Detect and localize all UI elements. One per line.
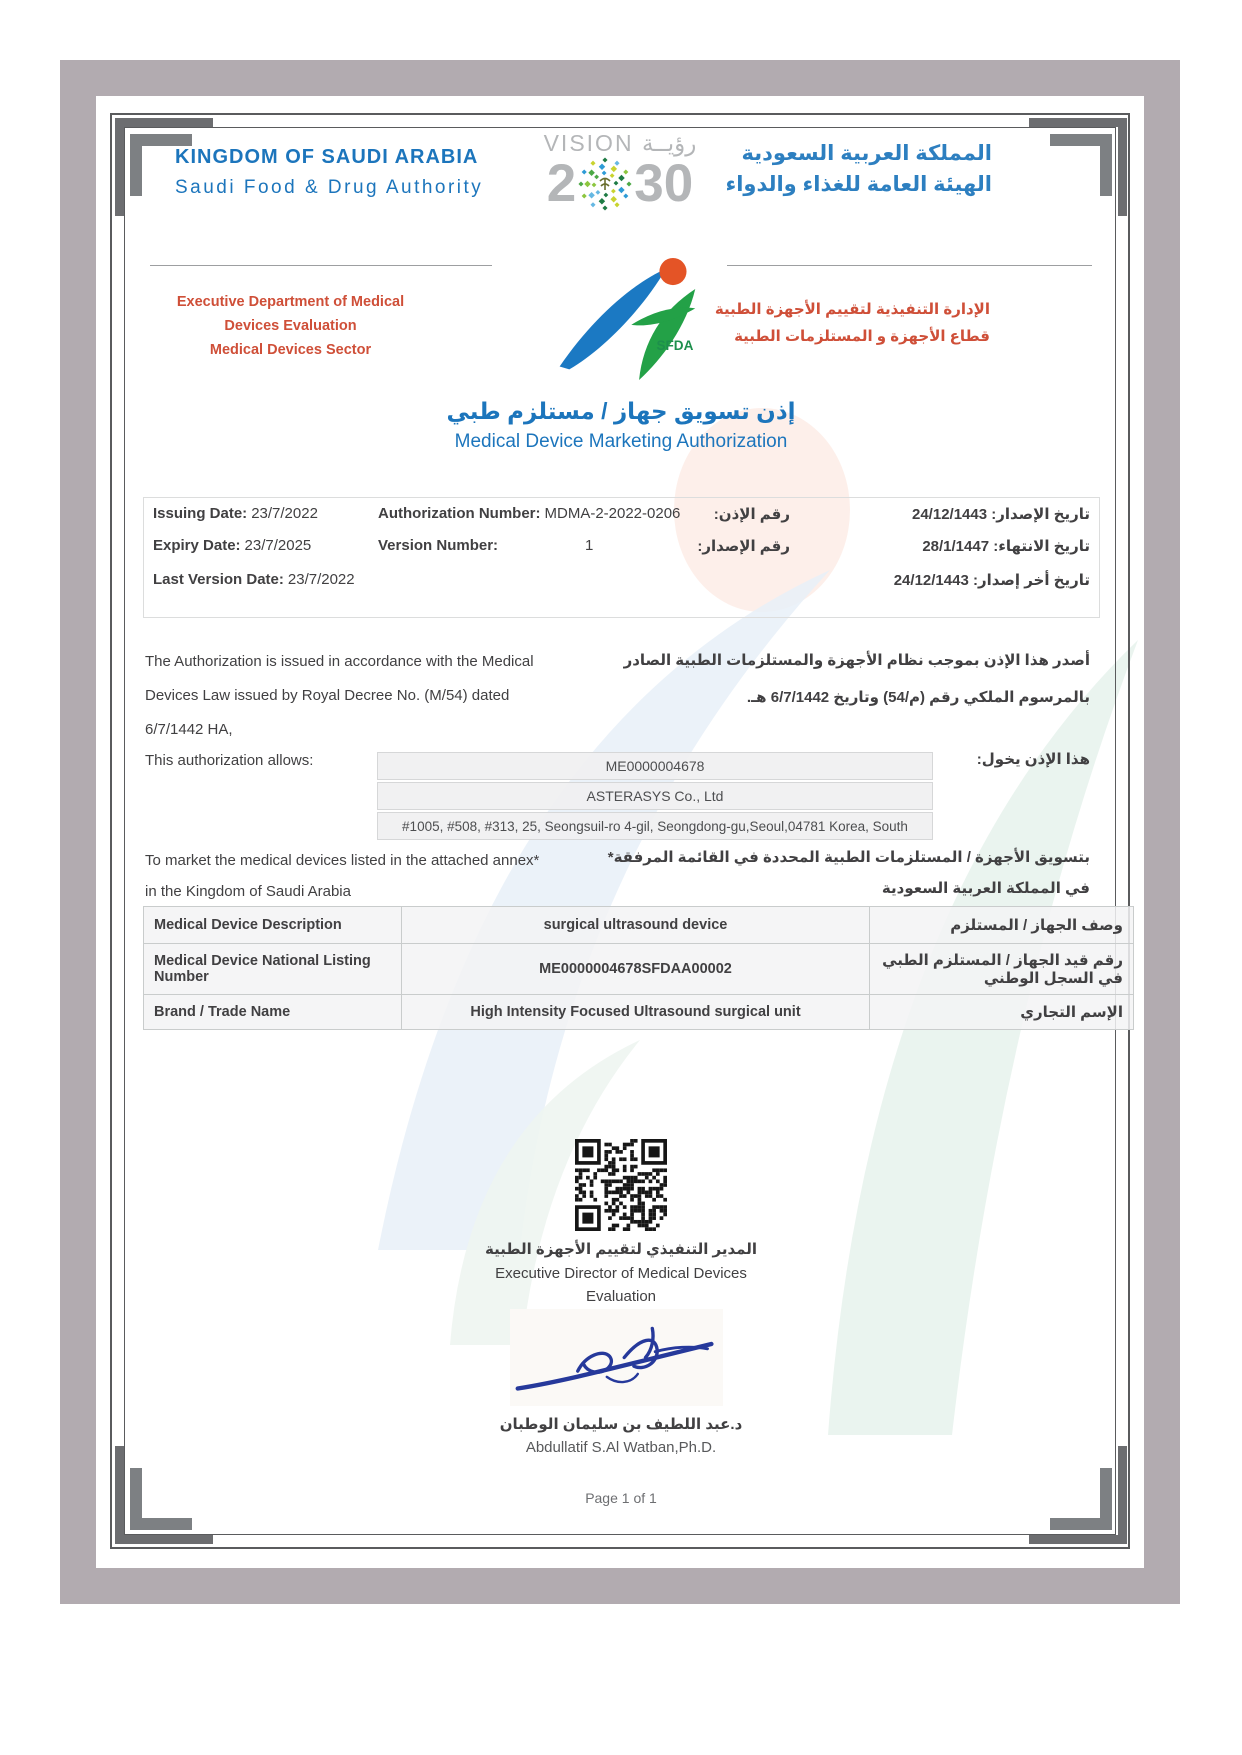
device-description-value: surgical ultrasound device — [402, 907, 870, 944]
vision-digits-30: 30 — [634, 154, 694, 213]
table-row — [144, 944, 1134, 995]
company-address: #1005, #508, #313, 25, Seongsuil-ro 4-gil, Seongdong-gu,Seoul,04781 Korea, South — [377, 812, 933, 840]
brand-name-label-ar: الإسم التجاري — [870, 995, 1134, 1030]
page-number: Page 1 of 1 — [585, 1490, 657, 1506]
authorization-number-row: Authorization Number: MDMA-2-2022-0206 — [378, 505, 681, 522]
kingdom-title-en: KINGDOM OF SAUDI ARABIA — [175, 146, 479, 168]
device-table — [143, 906, 1134, 1030]
law-paragraph-ar: أصدر هذا الإذن بموجب نظام الأجهزة والمستلزمات الطبية الصادر بالمرسوم الملكي رقم (م/54) وتاريخ 6/7/1442 هـ. — [623, 652, 1090, 706]
market-statement-en: To market the medical devices listed in the attached annex* in the Kingdom of Saudi Arabia — [145, 852, 540, 900]
device-description-label-ar: وصف الجهاز / المستلزم — [870, 907, 1134, 944]
listing-number-label: Medical Device National Listing Number — [144, 944, 402, 995]
listing-number-value: ME0000004678SFDAA00002 — [402, 944, 870, 995]
last-version-date-row: Last Version Date: 23/7/2022 — [153, 571, 355, 588]
version-number-value: 1 — [585, 537, 594, 554]
expiry-date-row: Expiry Date: 23/7/2025 — [153, 537, 312, 554]
vision-2030-logo — [520, 130, 720, 211]
listing-number-label-ar: رقم قيد الجهاز / المستلزم الطبي في السجل الوطني — [870, 944, 1134, 995]
director-title-en-line1: Executive Director of Medical Devices — [495, 1265, 747, 1282]
brand-name-label: Brand / Trade Name — [144, 995, 402, 1030]
issue-date-ar: تاريخ الإصدار: 24/12/1443 — [912, 506, 1090, 523]
issuing-date-row: Issuing Date: 23/7/2022 — [153, 505, 318, 522]
last-version-date-ar: تاريخ أخر إصدار: 24/12/1443 — [893, 572, 1090, 589]
vision-digit-2: 2 — [546, 154, 577, 213]
corner-bracket-small-top-right — [1050, 134, 1112, 196]
version-number-label-ar: رقم الإصدار: — [697, 538, 790, 555]
vision-2030-emblem-icon — [578, 157, 632, 211]
authorization-allows-ar: هذا الإذن يخول: — [976, 751, 1090, 768]
qr-code — [575, 1139, 667, 1231]
authority-title-ar: الهيئة العامة للغذاء والدواء — [725, 173, 992, 196]
vision-word-ar: رؤيــة — [641, 130, 697, 156]
table-row — [144, 995, 1134, 1030]
vision-2030-digits — [520, 154, 720, 213]
authorization-allows-en: This authorization allows: — [145, 752, 314, 769]
header-divider-left — [150, 265, 492, 266]
director-title-en-line2: Evaluation — [585, 1288, 657, 1305]
law-paragraph-en: The Authorization is issued in accordance with the Medical Devices Law issued by Royal Decree No. (M/54) dated 6/7/1442 HA, — [145, 653, 534, 738]
sfda-logo-icon — [548, 256, 703, 382]
device-description-label: Medical Device Description — [144, 907, 402, 944]
department-text-en: Executive Department of Medical Devices Evaluation Medical Devices Sector — [176, 294, 405, 358]
director-title-ar: المدير التنفيذي لتقييم الأجهزة الطبية — [485, 1241, 757, 1258]
authority-title-en: Saudi Food & Drug Authority — [175, 177, 484, 198]
table-row — [144, 907, 1134, 944]
kingdom-title-ar: المملكة العربية السعودية — [741, 142, 992, 165]
document-title-en: Medical Device Marketing Authorization — [454, 431, 788, 452]
expiry-date-ar: تاريخ الانتهاء: 28/1/1447 — [922, 538, 1090, 555]
version-number-label: Version Number: — [378, 537, 499, 554]
brand-name-value: High Intensity Focused Ultrasound surgical unit — [402, 995, 870, 1030]
company-name: ASTERASYS Co., Ltd — [377, 782, 933, 810]
vision-word-en: VISION — [543, 130, 634, 156]
department-text-ar: الإدارة التنفيذية لتقييم الأجهزة الطبية قطاع الأجهزة و المستلزمات الطبية — [714, 301, 990, 345]
auth-number-label-ar: رقم الإذن: — [713, 506, 790, 523]
vision-2030-wordmark — [520, 130, 720, 157]
header-divider-right — [727, 265, 1092, 266]
market-statement-ar: بتسويق الأجهزة / المستلزمات الطبية المحددة في القائمة المرفقة* في المملكة العربية السعودية — [607, 849, 1090, 897]
establishment-id: ME0000004678 — [377, 752, 933, 780]
company-box — [377, 752, 933, 842]
signatory-name-en: Abdullatif S.Al Watban,Ph.D. — [525, 1439, 717, 1456]
svg-text:SFDA: SFDA — [656, 338, 694, 353]
signature-icon — [510, 1309, 723, 1406]
signatory-name-ar: د.عبد اللطيف بن سليمان الوطبان — [499, 1416, 743, 1433]
document-title-ar: إذن تسويق جهاز / مستلزم طبي — [446, 398, 796, 424]
signature-area — [510, 1309, 723, 1406]
